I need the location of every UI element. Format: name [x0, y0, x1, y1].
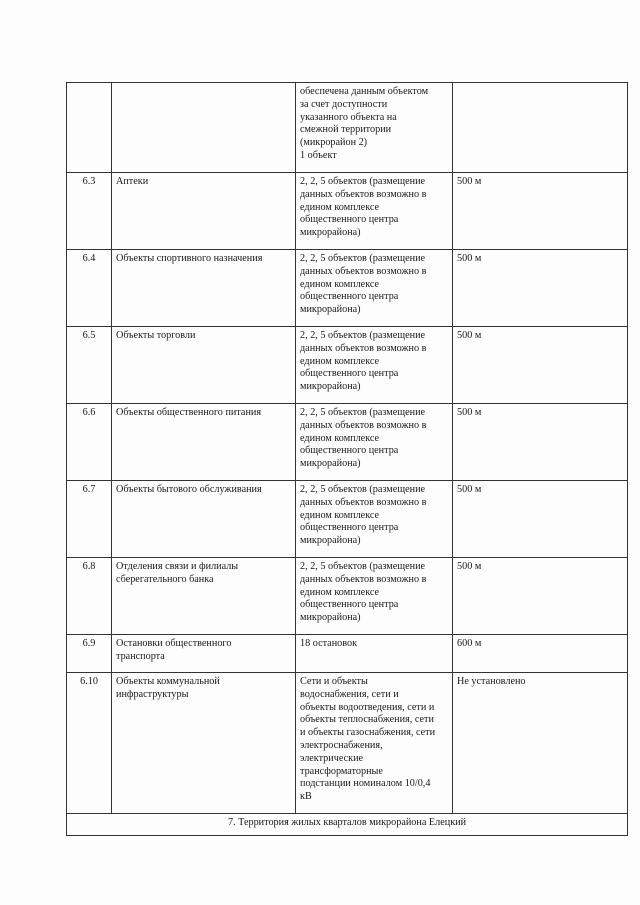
row-number: 6.4 — [67, 250, 112, 327]
row-value: 2, 2, 5 объектов (размещение данных объектов возможно в едином комплексе общественного центра микрорайона) — [296, 327, 453, 404]
row-value: 2, 2, 5 объектов (размещение данных объектов возможно в едином комплексе общественного центра микрорайона) — [296, 481, 453, 558]
row-name: Объекты общественного питания — [112, 404, 296, 481]
row-distance — [453, 83, 628, 173]
table-row — [67, 673, 628, 814]
norms-table — [66, 82, 628, 836]
section-heading: 7. Территория жилых кварталов микрорайона Елецкий — [67, 814, 628, 836]
table-row — [67, 635, 628, 673]
table-row — [67, 173, 628, 250]
table-row — [67, 250, 628, 327]
row-value: 2, 2, 5 объектов (размещение данных объектов возможно в едином комплексе общественного центра микрорайона) — [296, 173, 453, 250]
row-value: 18 остановок — [296, 635, 453, 673]
row-distance: 500 м — [453, 481, 628, 558]
table-row-continuation — [67, 83, 628, 173]
row-value: 2, 2, 5 объектов (размещение данных объектов возможно в едином комплексе общественного центра микрорайона) — [296, 558, 453, 635]
row-distance: Не установлено — [453, 673, 628, 814]
row-number: 6.3 — [67, 173, 112, 250]
row-name: Объекты торговли — [112, 327, 296, 404]
row-name: Аптеки — [112, 173, 296, 250]
row-name: Отделения связи и филиалы сберегательного банка — [112, 558, 296, 635]
row-value: 2, 2, 5 объектов (размещение данных объектов возможно в едином комплексе общественного центра микрорайона) — [296, 250, 453, 327]
row-name — [112, 83, 296, 173]
row-number: 6.9 — [67, 635, 112, 673]
row-value: обеспечена данным объектом за счет доступности указанного объекта на смежной территории (микрорайон 2) 1 объект — [296, 83, 453, 173]
row-value: Сети и объекты водоснабжения, сети и объекты водоотведения, сети и объекты теплоснабжения, сети и объекты газоснабжения, сети электроснабжения, электрические трансформаторные подстанции номиналом 10/0,4 кВ — [296, 673, 453, 814]
row-number: 6.7 — [67, 481, 112, 558]
row-name: Объекты бытового обслуживания — [112, 481, 296, 558]
row-number: 6.8 — [67, 558, 112, 635]
row-distance: 500 м — [453, 404, 628, 481]
row-distance: 500 м — [453, 250, 628, 327]
row-number — [67, 83, 112, 173]
table-row — [67, 327, 628, 404]
section-footer-row — [67, 814, 628, 836]
row-name: Остановки общественного транспорта — [112, 635, 296, 673]
row-distance: 500 м — [453, 173, 628, 250]
row-distance: 600 м — [453, 635, 628, 673]
row-number: 6.10 — [67, 673, 112, 814]
row-value: 2, 2, 5 объектов (размещение данных объектов возможно в едином комплексе общественного центра микрорайона) — [296, 404, 453, 481]
row-name: Объекты коммунальной инфраструктуры — [112, 673, 296, 814]
table-row — [67, 558, 628, 635]
row-number: 6.6 — [67, 404, 112, 481]
row-name: Объекты спортивного назначения — [112, 250, 296, 327]
row-distance: 500 м — [453, 558, 628, 635]
table-row — [67, 404, 628, 481]
row-number: 6.5 — [67, 327, 112, 404]
table-row — [67, 481, 628, 558]
row-distance: 500 м — [453, 327, 628, 404]
